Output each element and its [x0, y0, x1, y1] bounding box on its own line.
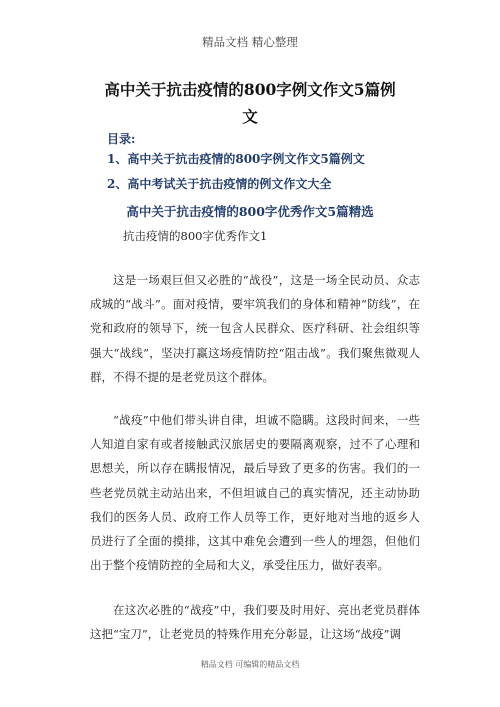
toc-item-2[interactable]: 2、高中考试关于抗击疫情的例文作文大全 [107, 177, 332, 191]
table-of-contents [107, 147, 365, 197]
paragraph-2: “战疫”中他们带头讲自律，坦诚不隐瞒。这段时间来，一些人知道自家有或者接触武汉旅居史的要隔离观察，过不了心理和思想关，所以存在瞒报情况，最后导致了更多的伤害。我们的一些老党员就主动站出来，不但坦诚自己的真实情况，还主动协助我们的医务人员、政府工作人员等工作，更好地对当地的返乡人员进行了全面的摸排，这其中难免会遭到一些人的埋怨，但他们出于整个疫情防控的全局和大义，承受住压力，做好表率。 [90, 413, 420, 573]
title-line-1: 高中关于抗击疫情的800字例文作文5篇例 [104, 80, 396, 99]
section-title: 高中关于抗击疫情的800字优秀作文5篇精选 [126, 204, 374, 219]
paragraph-3: 在这次必胜的“战疫”中，我们要及时用好、亮出老党员群体这把“宝刀”，让老党员的特殊作用充分彰显，让这场“战疫”调 [90, 603, 420, 642]
toc-item-1[interactable]: 1、高中关于抗击疫情的800字例文作文5篇例文 [107, 152, 365, 166]
essay-subtitle: 抗击疫情的800字优秀作文1 [123, 229, 268, 243]
toc-heading: 目录: [107, 132, 136, 146]
document-title [60, 76, 440, 130]
paragraph-1: 这是一场艰巨但又必胜的“战役”，这是一场全民动员、众志成城的“战斗”。面对疫情，要牢筑我们的身体和精神“防线”，在党和政府的领导下，统一包含人民群众、医疗科研、社会组织等强大“战线”，坚决打赢这场疫情防控“阻击战”。我们聚焦微观人群，不得不提的是老党员这个群体。 [90, 273, 420, 384]
page-header: 精品文档 精心整理 [202, 35, 298, 49]
page-footer: 精品文档 可编辑的精品文档 [200, 660, 300, 669]
title-line-2: 文 [242, 107, 258, 126]
